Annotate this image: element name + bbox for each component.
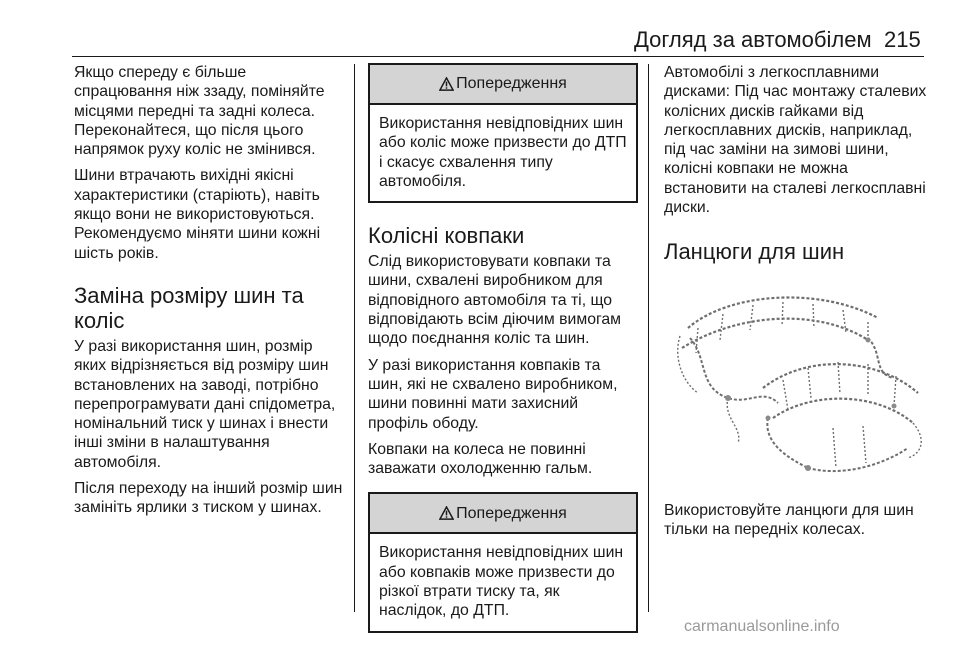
header-divider <box>72 56 924 57</box>
warning-title: Попередження <box>456 75 567 93</box>
warning-triangle-icon <box>439 506 454 520</box>
page-title: Догляд за автомобілем <box>634 27 872 52</box>
paragraph-pressure-labels: Після переходу на інший розмір шин замініть ярлики з тиском у шинах. <box>74 480 343 517</box>
heading-wheel-covers: Колісні ковпаки <box>368 223 525 249</box>
paragraph-brake-cooling: Ковпаки на колеса не повинні заважати охолодженню гальм. <box>368 440 593 478</box>
column-divider-2 <box>648 64 649 612</box>
paragraph-rim-protection: У разі використання ковпаків та шин, які не схвалено виробником, шини повинні мати захисний профіль ободу. <box>368 356 618 432</box>
paragraph-tire-rotation: Якщо спереду є більше спрацювання ніж ззаду, поміняйте місцями передні та задні колеса. Переконайтеся, що після цього напрямок руху коліс не змінився. <box>74 64 325 159</box>
heading-tire-chains: Ланцюги для шин <box>664 239 845 265</box>
warning-header <box>370 65 636 105</box>
warning-triangle-icon <box>439 77 454 91</box>
warning-box-wheels <box>368 63 638 203</box>
column-1 <box>74 63 346 525</box>
page-number: 215 <box>884 27 921 52</box>
column-2 <box>368 63 638 649</box>
watermark: carmanualsonline.info <box>684 618 840 635</box>
warning-header <box>370 494 636 534</box>
column-divider-1 <box>354 64 355 612</box>
heading-tire-size-change: Заміна розміру шин та коліс <box>74 282 304 333</box>
paragraph-front-wheels-only: Використовуйте ланцюги для шин тільки на передніх колесах. <box>664 501 914 538</box>
warning-text: Використання невідповідних шин або коліс може призвести до ДТП і скасує схвалення типу автомобіля. <box>379 115 627 190</box>
warning-text: Використання невідповідних шин або ковпаків може призвести до різкої втрати тиску та, як наслідок, до ДТП. <box>379 544 624 620</box>
paragraph-alloy-wheels: Автомобілі з легкосплавними дисками: Під час монтажу сталевих колісних дисків гайками від легкосплавних дисків, наприклад, під час заміни на зимові шини, колісні ковпаки не можна встановити на сталеві легкосплавні диски. <box>664 64 927 217</box>
paragraph-speedometer-reprogram: У разі використання шин, розмір яких відрізняється від розміру шин встановлених на заводі, потрібно перепрограмувати дані спідометра, номінальний тиск у шинах і внести інші зміни в налаштування автомобіля. <box>74 337 336 471</box>
page-header <box>0 0 960 56</box>
warning-box-covers <box>368 492 638 632</box>
warning-title: Попередження <box>456 504 567 522</box>
paragraph-tire-aging: Шини втрачають вихідні якісні характеристики (старіють), навіть якщо вони не використовуються. Рекомендуємо міняти шини кожні шість років. <box>74 167 321 262</box>
tire-chains-illustration <box>668 278 928 483</box>
paragraph-approved-covers: Слід використовувати ковпаки та шини, схвалені виробником для відповідного автомобіля та ті, що відповідають всім діючим вимогам щодо поєднання коліс та шин. <box>368 253 622 348</box>
column-3 <box>664 63 929 546</box>
